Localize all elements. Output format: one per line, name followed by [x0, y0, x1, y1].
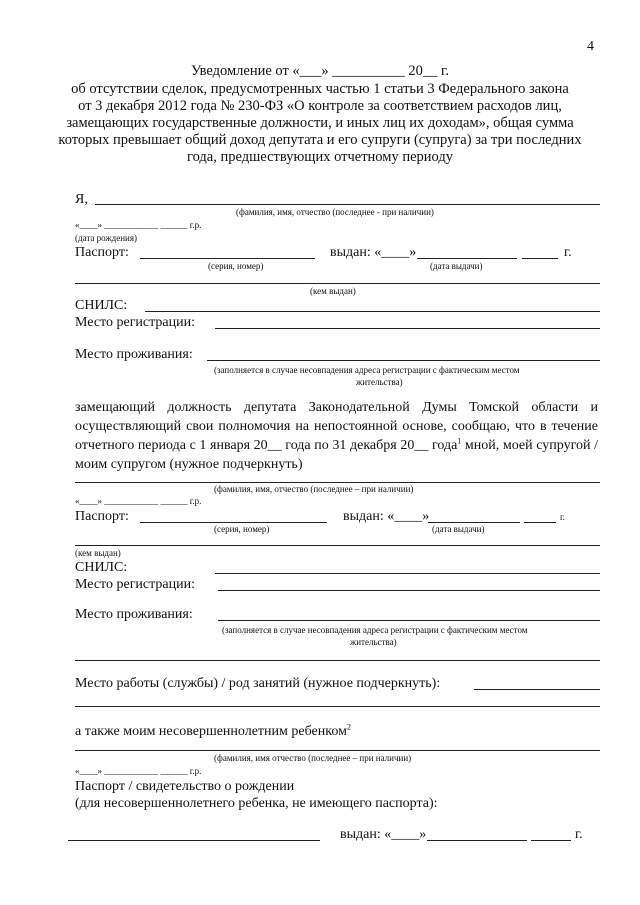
spouse-passport-issued-label: выдан: «____»: [343, 509, 430, 524]
footnote-1: 1: [457, 436, 462, 446]
residence-hint: (заполняется в случае несовпадения адреса регистрации с фактическим местом: [214, 365, 520, 375]
birth-date-hint: (дата рождения): [75, 233, 137, 243]
statement-paragraph: [75, 398, 598, 474]
child-issued-date-line[interactable]: [427, 840, 527, 841]
series-hint: (серия, номер): [208, 261, 264, 271]
date-hint: (дата выдачи): [430, 261, 483, 271]
child-birth-date-line[interactable]: «____» ____________ ______ г.р.: [75, 766, 202, 776]
spouse-registration-label: Место регистрации:: [75, 577, 196, 592]
child-fio-line[interactable]: [75, 750, 600, 751]
spouse-residence-hint-2: жительства): [350, 637, 397, 647]
spouse-work-line-2[interactable]: [75, 706, 600, 707]
child-issued-year-suffix: г.: [575, 827, 583, 842]
notice-title-line-5: которых превышает общий доход депутата и его супруги (супруга) за три последних: [58, 132, 582, 148]
notice-title-line-4: замещающих государственные должности, и иных лиц их доходам», общая сумма: [66, 115, 574, 131]
statement-text: замещающий должность депутата Законодательной Думы Томской области и осуществляющий свои полномочия на непостоянной основе, сообщаю, что в течение отчетного периода с 1 января 20__ года по 31 декабря 20__ года: [75, 400, 598, 453]
spouse-issuer-line[interactable]: [75, 545, 600, 546]
spouse-fio-line[interactable]: [75, 482, 600, 483]
child-document-label: Паспорт / свидетельство о рождении: [75, 779, 295, 794]
page-number: 4: [587, 39, 594, 54]
spouse-passport-series-line[interactable]: [140, 522, 327, 523]
passport-issued-label: выдан: «____»: [330, 245, 417, 260]
fio-input-line[interactable]: [95, 204, 600, 205]
child-fio-hint: (фамилия, имя отчество (последнее – при наличии): [214, 753, 412, 763]
child-issued-year-line[interactable]: [531, 840, 571, 841]
residence-hint-2: жительства): [356, 377, 403, 387]
issuer-line[interactable]: [75, 283, 600, 284]
child-label: [75, 722, 351, 739]
passport-date-line[interactable]: [417, 258, 517, 259]
spouse-passport-label: Паспорт:: [75, 509, 129, 524]
birth-date-line[interactable]: «____» ____________ ______ г.р.: [75, 220, 202, 230]
passport-label: Паспорт:: [75, 245, 129, 260]
spouse-issuer-hint: (кем выдан): [75, 548, 121, 558]
footnote-2: 2: [346, 722, 351, 732]
spouse-birth-date-line[interactable]: «____» ____________ ______ г.р.: [75, 496, 202, 506]
spouse-work-label: Место работы (службы) / род занятий (нужное подчеркнуть):: [75, 676, 441, 691]
passport-year-suffix: г.: [564, 245, 572, 260]
residence-line[interactable]: [207, 360, 600, 361]
spouse-snils-line[interactable]: [215, 573, 600, 574]
spouse-passport-year-suffix: г.: [560, 512, 565, 522]
statement-text-end: мной, моей супругой / моим супругом (нужное подчеркнуть): [75, 438, 598, 472]
spouse-passport-date-line[interactable]: [428, 522, 520, 523]
ya-label: Я,: [75, 192, 88, 207]
spouse-work-line[interactable]: [474, 689, 600, 690]
spouse-registration-line[interactable]: [218, 590, 600, 591]
spouse-snils-label: СНИЛС:: [75, 560, 128, 575]
spouse-residence-hint: (заполняется в случае несовпадения адреса регистрации с фактическим местом: [222, 625, 528, 635]
spouse-residence-extra-line[interactable]: [75, 660, 600, 661]
fio-hint: (фамилия, имя, отчество (последнее - при наличии): [236, 207, 434, 217]
notice-title-line-2: об отсутствии сделок, предусмотренных частью 1 статьи 3 Федерального закона: [71, 81, 569, 97]
spouse-series-hint: (серия, номер): [214, 524, 270, 534]
child-issued-label: выдан: «____»: [340, 827, 427, 842]
spouse-residence-label: Место проживания:: [75, 607, 193, 622]
registration-line[interactable]: [215, 328, 600, 329]
spouse-passport-year-line[interactable]: [524, 522, 556, 523]
passport-series-line[interactable]: [140, 258, 315, 259]
passport-year-line[interactable]: [522, 258, 558, 259]
spouse-date-hint: (дата выдачи): [432, 524, 485, 534]
snils-label: СНИЛС:: [75, 298, 128, 313]
child-document-sub: (для несовершеннолетнего ребенка, не имеющего паспорта):: [75, 796, 438, 811]
notice-title: Уведомление от «___» __________ 20__ г.: [191, 63, 449, 79]
spouse-fio-hint: (фамилия, имя, отчество (последнее – при наличии): [214, 484, 414, 494]
child-label-text: а также моим несовершеннолетним ребенком: [75, 724, 347, 739]
notice-title-line-6: года, предшествующих отчетному периоду: [187, 149, 453, 165]
issuer-hint: (кем выдан): [310, 286, 356, 296]
spouse-residence-line[interactable]: [218, 620, 600, 621]
notice-title-line-3: от 3 декабря 2012 года № 230-ФЗ «О контроле за соответствием расходов лиц,: [78, 98, 562, 114]
registration-label: Место регистрации:: [75, 315, 196, 330]
child-document-series-line[interactable]: [68, 840, 320, 841]
residence-label: Место проживания:: [75, 347, 193, 362]
snils-line[interactable]: [145, 311, 600, 312]
